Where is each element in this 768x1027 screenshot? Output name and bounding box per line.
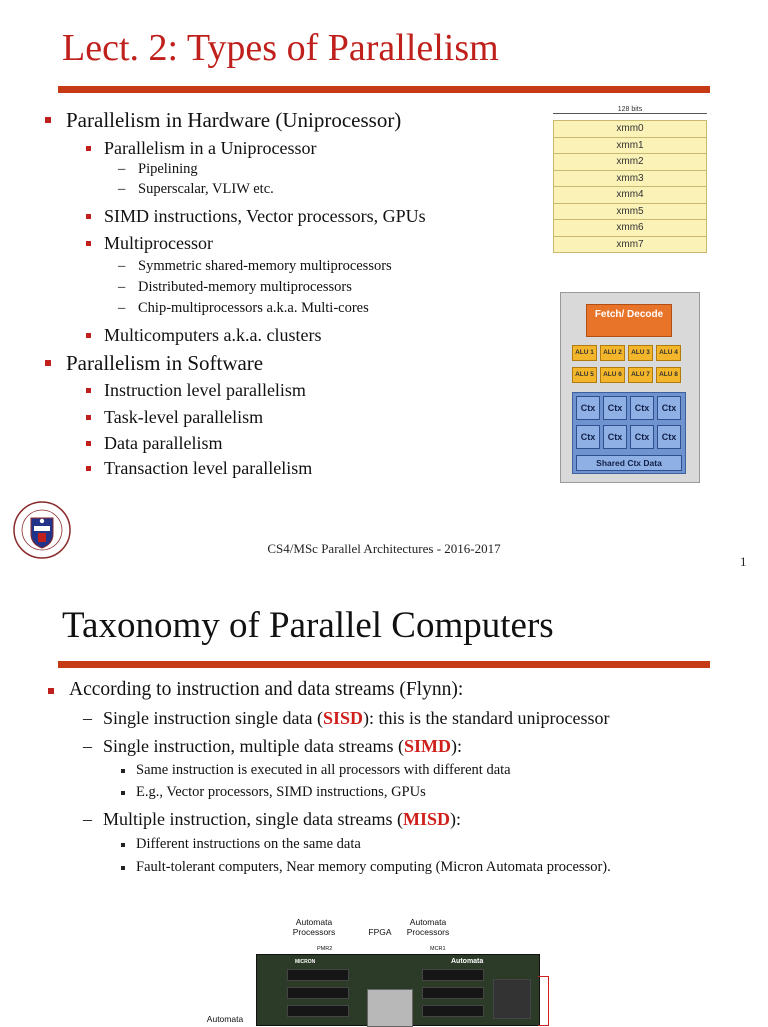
bullet-square-icon <box>86 241 91 246</box>
alu-unit: ALU 8 <box>656 367 681 383</box>
register-xmm2: xmm2 <box>553 154 707 171</box>
bullet-item-level-2: Parallelism in a Uniprocessor <box>104 138 316 159</box>
bullet-square-icon <box>121 843 125 847</box>
bullet-item-level-3: – Superscalar, VLIW etc. <box>118 181 274 197</box>
context-unit: Ctx <box>576 396 600 420</box>
register-xmm0: xmm0 <box>553 120 707 138</box>
bullet-square-icon <box>86 441 91 446</box>
automata-board-photo <box>200 910 550 1024</box>
alu-unit: ALU 3 <box>628 345 653 361</box>
bullet-square-icon <box>86 415 91 420</box>
bullet-item-level-1: Parallelism in Hardware (Uniprocessor) <box>66 108 401 133</box>
alu-unit: ALU 4 <box>656 345 681 361</box>
shared-context-data: Shared Ctx Data <box>576 455 682 471</box>
circuit-board <box>256 946 540 1026</box>
register-xmm6: xmm6 <box>553 220 707 237</box>
bullet-square-icon <box>86 388 91 393</box>
context-unit: Ctx <box>630 425 654 449</box>
context-unit: Ctx <box>657 396 681 420</box>
bullet-item-level-2: Data parallelism <box>104 433 222 454</box>
sisd-item: – Single instruction single data (SISD): this is the standard uniprocessor <box>83 708 610 728</box>
context-block <box>572 392 686 474</box>
bullet-item-level-2: Multiprocessor <box>104 233 213 254</box>
register-xmm7: xmm7 <box>553 237 707 254</box>
slide-title: Taxonomy of Parallel Computers <box>62 605 554 646</box>
bullet-item-level-2: Task-level parallelism <box>104 407 263 428</box>
alu-unit: ALU 2 <box>600 345 625 361</box>
intro-bullet: According to instruction and data streams (Flynn): <box>69 679 463 701</box>
simd-sub-item: E.g., Vector processors, SIMD instructions, GPUs <box>136 784 426 801</box>
bullet-item-level-3: – Symmetric shared-memory multiprocessors <box>118 258 392 274</box>
title-rule <box>58 86 710 93</box>
bullet-item-level-1: Parallelism in Software <box>66 351 263 376</box>
bullet-square-icon <box>48 688 54 694</box>
alu-unit: ALU 7 <box>628 367 653 383</box>
board-label-fpga: FPGA <box>368 927 392 937</box>
bullet-item-level-3: – Pipelining <box>118 161 198 177</box>
bullet-square-icon <box>121 791 125 795</box>
title-rule <box>58 661 710 668</box>
register-xmm3: xmm3 <box>553 171 707 188</box>
board-label-automata-right: Automata Processors <box>406 917 450 937</box>
bullet-item-level-3: – Distributed-memory multiprocessors <box>118 279 352 295</box>
simd-sub-item: Same instruction is executed in all processors with different data <box>136 762 511 779</box>
bullet-square-icon <box>45 360 51 366</box>
bullet-item-level-2: Multicomputers a.k.a. clusters <box>104 325 321 346</box>
register-width-label: 128 bits <box>553 106 707 120</box>
slide-title: Lect. 2: Types of Parallelism <box>62 27 499 69</box>
simd-item: – Single instruction, multiple data streams (SIMD): <box>83 736 462 756</box>
bullet-square-icon <box>121 769 125 773</box>
bullet-square-icon <box>45 117 51 123</box>
bullet-item-level-2: Instruction level parallelism <box>104 380 306 401</box>
register-list <box>553 120 707 253</box>
board-label-automata-left: Automata Processors <box>292 917 336 937</box>
misd-sub-item: Different instructions on the same data <box>136 836 361 853</box>
simd-register-file <box>553 106 707 253</box>
board-chip-label-right: MCR1 <box>430 946 446 952</box>
register-xmm5: xmm5 <box>553 204 707 221</box>
context-unit: Ctx <box>603 425 627 449</box>
board-label-automata-side: Automata <box>206 1014 244 1024</box>
slide-footer: CS4/MSc Parallel Architectures - 2016-2017 <box>267 541 501 556</box>
bullet-square-icon <box>121 866 125 870</box>
alu-unit: ALU 6 <box>600 367 625 383</box>
bullet-square-icon <box>86 466 91 471</box>
board-chip-label-left: PMR2 <box>317 946 333 952</box>
misd-item: – Multiple instruction, single data streams (MISD): <box>83 809 461 829</box>
callout-bracket <box>538 976 549 1026</box>
register-xmm4: xmm4 <box>553 187 707 204</box>
fpga-chip <box>367 989 413 1027</box>
context-unit: Ctx <box>603 396 627 420</box>
simd-core-diagram <box>560 292 700 483</box>
bullet-item-level-3: – Chip-multiprocessors a.k.a. Multi-cores <box>118 300 369 316</box>
board-automata-brand: Automata <box>451 958 484 965</box>
bullet-square-icon <box>86 214 91 219</box>
context-unit: Ctx <box>630 396 654 420</box>
alu-unit: ALU 5 <box>572 367 597 383</box>
context-unit: Ctx <box>657 425 681 449</box>
bullet-item-level-2: Transaction level parallelism <box>104 458 312 479</box>
board-micron-label: MICRON <box>295 959 316 965</box>
register-xmm1: xmm1 <box>553 138 707 155</box>
fetch-decode-block: Fetch/ Decode <box>586 304 672 337</box>
context-unit: Ctx <box>576 425 600 449</box>
alu-unit: ALU 1 <box>572 345 597 361</box>
page-number: 1 <box>740 554 747 569</box>
slide-2 <box>0 580 768 1024</box>
bullet-item-level-2: SIMD instructions, Vector processors, GPUs <box>104 206 426 227</box>
bullet-square-icon <box>86 146 91 151</box>
misd-sub-item: Fault-tolerant computers, Near memory computing (Micron Automata processor). <box>136 859 611 876</box>
bullet-square-icon <box>86 333 91 338</box>
